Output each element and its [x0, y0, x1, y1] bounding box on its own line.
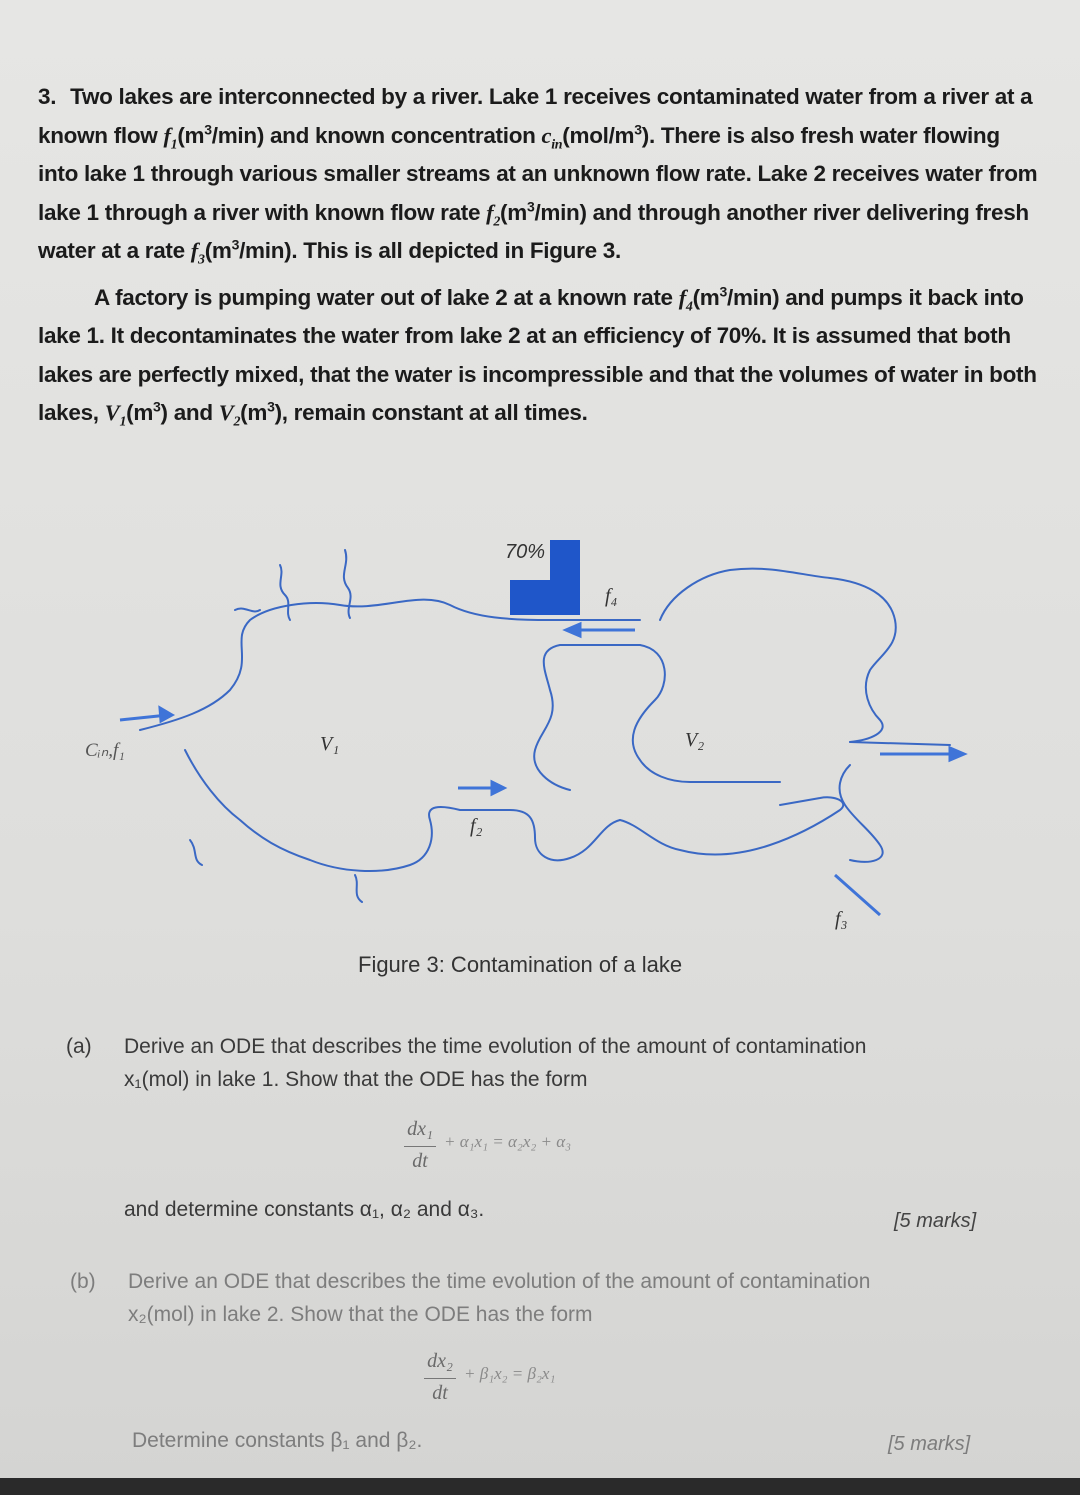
lake-diagram-svg [80, 520, 1000, 950]
stream-5 [355, 875, 362, 902]
figure-caption: Figure 3: Contamination of a lake [358, 952, 683, 977]
equation-b [420, 1350, 660, 1410]
fraction-a-den: dt [412, 1150, 428, 1172]
equation-a-rest: + α₁x₁ = α₂x₂ + α₃ [444, 1132, 572, 1151]
factory-label: 70% [505, 541, 546, 563]
text: (m [240, 400, 268, 425]
text: A factory is pumping water out of lake 2 at a known rate [94, 284, 679, 310]
lake-diagram [80, 520, 1000, 950]
part-b [70, 1265, 1020, 1335]
fraction-b-bar [424, 1378, 456, 1379]
f4-arrowhead [566, 624, 580, 636]
fraction-a-num: dx₁ [407, 1118, 433, 1140]
v1-label: V₁ [320, 733, 340, 755]
text: /min) and through another river delivering fresh water at a rate [38, 199, 1029, 263]
cin-arrowhead [160, 708, 172, 721]
part-b-label: (b) [70, 1270, 96, 1293]
equation-a [400, 1118, 700, 1178]
var-f1: $f_1$ [163, 122, 178, 152]
paragraph-1 [38, 78, 1038, 271]
part-a [66, 1030, 1016, 1100]
text: /min). This is all depicted in Figure 3. [239, 238, 621, 263]
part-a-line1: Derive an ODE that describes the time evolution of the amount of contamination [124, 1035, 867, 1058]
stream-3 [235, 609, 260, 612]
fraction-a-bar [404, 1146, 436, 1147]
text: ). There is also fresh water flowing into lake 1 through various smaller streams at an unknown flow rate. Lake 2 receives water from lake 1 through a river with known flow rate [38, 122, 1038, 225]
lake-1-outline [140, 600, 640, 790]
text: /min) and known concentration [211, 122, 542, 148]
text: (m [692, 284, 720, 310]
part-a-label: (a) [66, 1035, 92, 1058]
part-b-line1: Derive an ODE that describes the time evolution of the amount of contamination [128, 1270, 871, 1293]
f2-arrowhead [492, 782, 504, 794]
f2-label: f₂ [470, 815, 483, 837]
text: Two lakes are interconnected by a river. Lake 1 receives contaminated water from a river at a known flow [38, 84, 1033, 148]
f4-label: f₄ [605, 585, 618, 607]
lake-2-right [660, 569, 896, 742]
var-f3: $f_3$ [190, 238, 205, 268]
outflow-channel [840, 742, 950, 862]
sup: 3 [719, 283, 728, 299]
text: ), remain constant at all times. [274, 400, 588, 425]
part-a-determine: and determine constants α₁, α₂ and α₃. [124, 1198, 485, 1221]
var-v1: $V_1$ [104, 400, 127, 430]
text: (m [500, 199, 527, 225]
f3-label: f₃ [835, 908, 848, 930]
lake-2-outline [633, 645, 780, 782]
sup: 3 [231, 236, 240, 253]
question-number: 3. [38, 84, 57, 109]
part-a-text [124, 1030, 1004, 1096]
var-f2: $f_2$ [486, 199, 501, 229]
equation-b-rest: + β₁x₂ = β₂x₁ [464, 1364, 556, 1383]
text: (m [204, 238, 232, 263]
stream-2 [344, 550, 351, 618]
photo-bottom-edge [0, 1478, 1080, 1495]
outflow-arrowhead [950, 748, 964, 760]
text: (mol/m [562, 122, 635, 148]
problem-statement [38, 78, 1038, 433]
lake-1-bottom [185, 750, 620, 871]
cin-f1-label: Cᵢₙ,f₁ [85, 740, 125, 761]
stream-4 [190, 840, 202, 865]
var-cin: $c_{in}$ [541, 122, 563, 152]
var-v2: $V_2$ [218, 400, 241, 430]
part-a-line2: x₁(mol) in lake 1. Show that the ODE has the form [124, 1068, 588, 1091]
part-b-determine: Determine constants β₁ and β₂. [132, 1429, 423, 1452]
sup: 3 [153, 398, 161, 415]
part-b-text [128, 1265, 1008, 1331]
stream-1 [280, 565, 290, 620]
v2-label: V₂ [685, 729, 705, 751]
fraction-b-den: dt [432, 1382, 448, 1404]
text: (m [126, 400, 154, 425]
sup: 3 [634, 121, 642, 137]
part-b-line2: x₂(mol) in lake 2. Show that the ODE has the form [128, 1303, 593, 1326]
sup: 3 [204, 121, 212, 137]
text: ) and [160, 400, 219, 425]
text: (m [177, 122, 205, 148]
sup: 3 [526, 198, 535, 214]
var-f4: $f_4$ [678, 284, 693, 314]
lake-2-bottom [620, 797, 843, 854]
text: /min) and pumps it back into lake 1. It decontaminates the water from lake 2 at an efficiency of 70%. It is assumed that both lakes are perfectly mixed, that the water is incompressible and that the volumes of water in both lakes, [38, 284, 1037, 425]
fraction-b-num: dx₂ [427, 1350, 453, 1372]
part-a-marks: [5 marks] [894, 1210, 977, 1232]
part-b-marks: [5 marks] [888, 1433, 971, 1455]
sup: 3 [267, 398, 275, 415]
paragraph-2 [38, 279, 1038, 433]
